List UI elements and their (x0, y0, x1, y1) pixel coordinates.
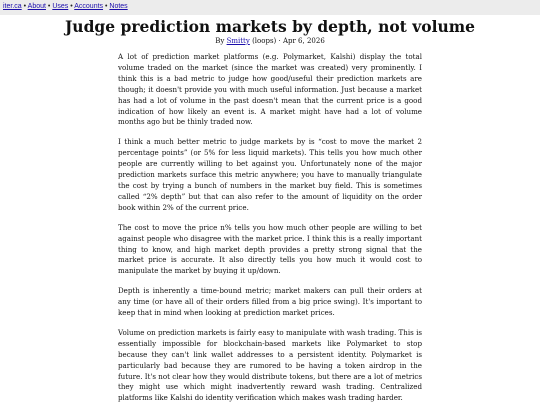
nav-separator: • (47, 3, 51, 10)
article-title: Judge prediction markets by depth, not volume (64, 17, 476, 36)
article-paragraph: Volume on prediction markets is fairly easy to manipulate with wash trading. This is essentially impossible for blockchain-based markets like Polymarket to stop because they can't link wallet addresses to a persistent identity. Polymarket is particularly bad because they are rumored to be having a token airdrop in the future. It's not clear how they would distribute tokens, but there are a lot of metrics they might use which might inadvertently reward wash trading. Centralized platforms like Kalshi do identity verification which makes wash trading harder. (118, 327, 422, 403)
author-link[interactable]: Smitty (226, 37, 250, 45)
article-paragraph: I think a much better metric to judge markets by is “cost to move the market 2 percentage points” (or 5% for less liquid markets). This tells you how much other people are currently willing to bet against you. Unfortunately none of the major prediction markets surface this metric anywhere; you have to manually triangulate the cost by trying a bunch of numbers in the market buy field. This is sometimes called “2% depth” but that can also refer to the amount of liquidity on the order book within 2% of the current price. (118, 137, 422, 212)
nav-separator: • (104, 3, 108, 10)
top-nav-bar (0, 0, 540, 15)
nav-separator: • (70, 3, 73, 10)
nav-link-notes[interactable]: Notes (109, 3, 128, 10)
site-home-link[interactable]: iter.ca (3, 3, 22, 10)
article-byline (0, 36, 540, 46)
article-body (118, 52, 422, 413)
nav-link-uses[interactable]: Uses (52, 3, 69, 10)
article-paragraph: Depth is inherently a time-bound metric; market makers can pull their orders at any time (or have all of their orders filled from a big price swing). It's important to keep that in mind when looking at prediction market prices. (118, 286, 422, 318)
article-paragraph: A lot of prediction market platforms (e.g. Polymarket, Kalshi) display the total volume traded on the market (since the market was created) very prominently. I think this is a bad metric to judge how good/useful their prediction markets are though; it doesn't provide you with much useful information. Just because a market has had a lot of volume in the past doesn't mean that the current price is a good indication of how likely an event is. A market might have had a lot of volume months ago but be thinly traded now. (118, 52, 422, 127)
byline-meta: (loops) · Apr 6, 2026 (252, 37, 325, 45)
byline-prefix: By (215, 37, 225, 45)
article-paragraph: The cost to move the price n% tells you how much other people are willing to bet against people who disagree with the market price. I think this is a really important thing to know, and high market depth provides a pretty strong signal that the market price is accurate. It also directly tells you how much it would cost to manipulate the market by buying it up/down. (118, 222, 422, 276)
nav-link-accounts[interactable]: Accounts (74, 3, 104, 10)
nav-link-about[interactable]: About (27, 3, 46, 10)
nav-separator: • (23, 3, 27, 10)
